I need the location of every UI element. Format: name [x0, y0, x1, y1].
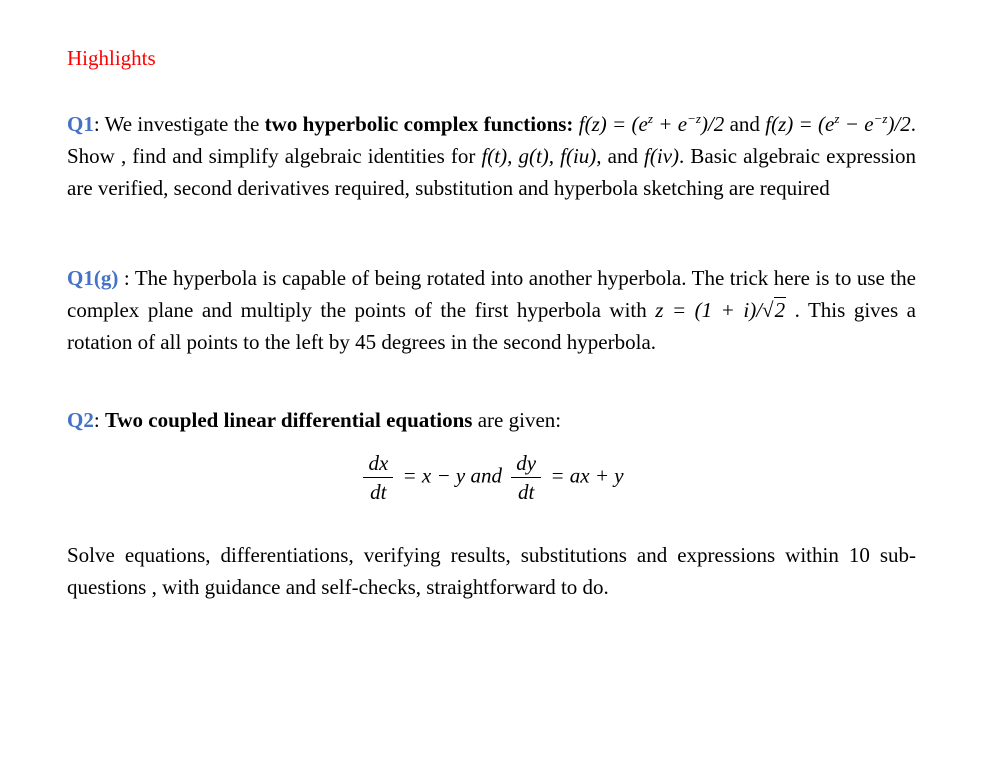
text-segment: )/2 [887, 112, 911, 136]
page-title: Highlights [67, 46, 156, 70]
equation-middle-text: = x − y and [397, 463, 508, 488]
text-segment: f(t), g(t), f(iu), [481, 144, 602, 168]
text-segment: )/2 [700, 112, 725, 136]
text-segment: . Basic algebraic expression are verified, second derivatives required, substitution and hyperbola sketching are required [67, 144, 916, 200]
fraction-numerator: dx [363, 450, 393, 478]
text-segment: : We investigate the [93, 112, 265, 136]
equation-end-text: = ax + y [545, 463, 624, 488]
text-segment: . Show , find and simplify algebraic identities for [67, 112, 917, 168]
radical-expression: √2 [762, 298, 786, 322]
fraction-denominator: dt [370, 480, 387, 504]
text-segment: Q2 [67, 408, 94, 432]
text-segment: Q1 [67, 112, 94, 136]
text-segment: and [601, 144, 645, 168]
closing-paragraph [67, 539, 916, 603]
fraction-numerator: dy [511, 450, 541, 478]
text-segment: and [724, 112, 766, 136]
q1-paragraph [67, 108, 916, 204]
text-segment: z [647, 111, 653, 126]
text-segment: : The hyperbola is capable of being rotated into another hyperbola. The trick here is to use the complex plane and multiply the points of the first hyperbola with [67, 266, 916, 322]
text-segment: Q1(g) [67, 266, 119, 290]
fraction-dx-dt [363, 450, 393, 505]
q2-display-equation [67, 446, 916, 515]
text-segment: Solve equations, differentiations, verifying results, substitutions and expressions within 10 sub-questions , with guidance and self-checks, straightforward to do. [67, 543, 916, 599]
text-segment: −z [873, 111, 888, 126]
text-segment: z = (1 + i)/ [655, 298, 763, 322]
text-segment: two hyperbolic complex functions: [264, 112, 579, 136]
q1g-paragraph [67, 262, 916, 358]
text-segment: −z [687, 111, 701, 126]
text-segment: are given: [472, 408, 562, 432]
text-segment: Two coupled linear differential equations [104, 408, 473, 432]
fraction-dy-dt [511, 450, 541, 505]
q2-intro-paragraph [67, 404, 916, 436]
text-segment: : [93, 408, 105, 432]
text-segment: + e [652, 112, 688, 136]
text-segment: − e [839, 112, 874, 136]
text-segment: f(z) = (e [578, 112, 648, 136]
text-segment: . This gives a rotation of all points to the left by 45 degrees in the second hyperbola. [67, 298, 916, 354]
text-segment: f(z) = (e [765, 112, 835, 136]
text-segment: f(iv) [644, 144, 680, 168]
fraction-denominator: dt [517, 480, 535, 504]
text-segment: z [834, 111, 840, 126]
